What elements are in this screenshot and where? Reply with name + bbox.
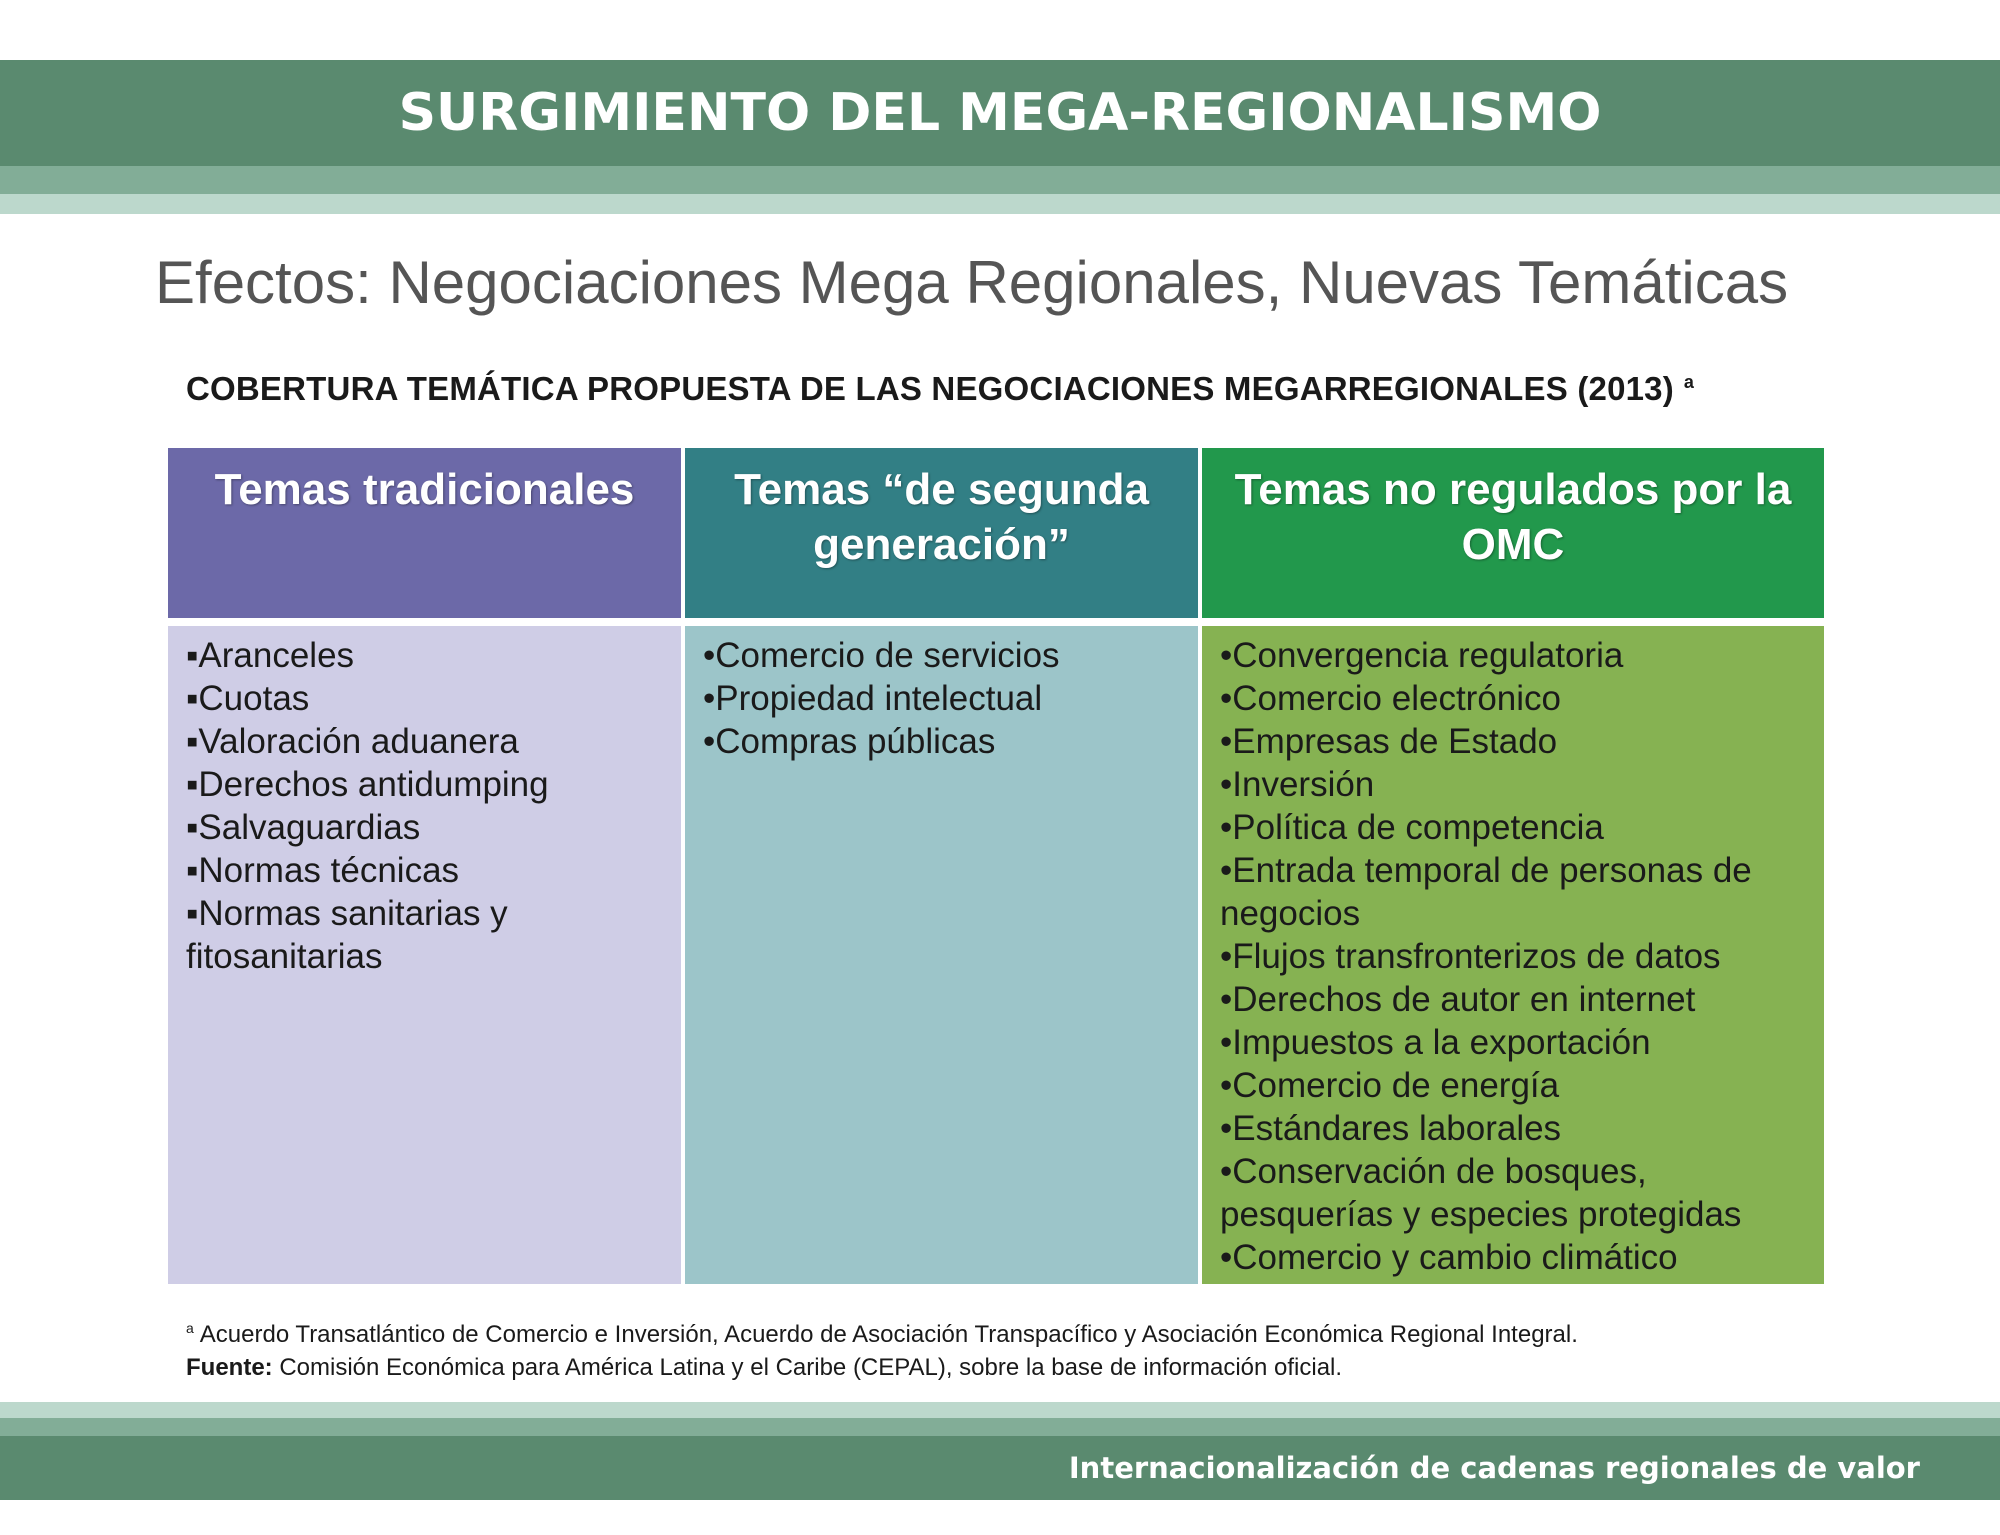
list-item: ▪Salvaguardias [186, 808, 421, 847]
column-body-not-regulated [1202, 626, 1824, 1284]
footer-stripe-light [0, 1402, 2000, 1418]
list-item: ▪Aranceles [186, 636, 355, 675]
slide-subtitle: Efectos: Negociaciones Mega Regionales, Nuevas Temáticas [155, 249, 1789, 316]
list-item: •Derechos de autor en internet [1220, 980, 1696, 1019]
list-item: ▪Normas sanitarias y fitosanitarias [186, 894, 508, 976]
list-item: •Compras públicas [703, 722, 996, 761]
footnote-marker: a [186, 1320, 194, 1336]
list-item: ▪Valoración aduanera [186, 722, 519, 761]
list-item: •Inversión [1220, 765, 1375, 804]
footnote-a [186, 1312, 1906, 1351]
table-title-text: COBERTURA TEMÁTICA PROPUESTA DE LAS NEGOCIACIONES MEGARREGIONALES (2013) [186, 370, 1674, 407]
list-item: •Comercio electrónico [1220, 679, 1561, 718]
list-item: ▪Normas técnicas [186, 851, 460, 890]
source-label: Fuente: [186, 1354, 273, 1381]
footer-stripe [0, 1418, 2000, 1436]
list-item: •Comercio y cambio climático [1220, 1238, 1678, 1277]
header-stripe-light [0, 194, 2000, 214]
column-body-traditional [168, 626, 681, 1284]
table-title [186, 370, 1906, 408]
list-item: •Comercio de energía [1220, 1066, 1560, 1105]
footnote-text: Acuerdo Transatlántico de Comercio e Inversión, Acuerdo de Asociación Transpacífico y Asociación Económica Regional Integral. [199, 1321, 1578, 1348]
list-item: •Convergencia regulatoria [1220, 636, 1624, 675]
source-line [186, 1351, 1906, 1384]
column-header-traditional: Temas tradicionales [168, 448, 681, 618]
list-item: •Conservación de bosques, pesquerías y especies protegidas [1220, 1152, 1742, 1234]
list-item: •Propiedad intelectual [703, 679, 1043, 718]
list-item: •Estándares laborales [1220, 1109, 1562, 1148]
list-item: •Comercio de servicios [703, 636, 1060, 675]
table-title-marker: a [1683, 372, 1695, 392]
footnotes [186, 1312, 1906, 1384]
list-item: •Entrada temporal de personas de negocios [1220, 851, 1752, 933]
list-item: •Flujos transfronterizos de datos [1220, 937, 1721, 976]
column-header-second-generation: Temas “de segunda generación” [685, 448, 1198, 618]
topics-table [168, 448, 1820, 1288]
list-item: ▪Derechos antidumping [186, 765, 549, 804]
header-band [0, 60, 2000, 166]
column-body-second-generation [685, 626, 1198, 1284]
footer-text: Internacionalización de cadenas regionales de valor [1068, 1451, 1920, 1485]
list-item: •Impuestos a la exportación [1220, 1023, 1651, 1062]
column-header-not-regulated: Temas no regulados por la OMC [1202, 448, 1824, 618]
list-item: •Empresas de Estado [1220, 722, 1558, 761]
list-item: •Política de competencia [1220, 808, 1604, 847]
header-stripe [0, 166, 2000, 194]
page-title: SURGIMIENTO DEL MEGA-REGIONALISMO [398, 83, 1602, 143]
footer-band [0, 1436, 2000, 1500]
source-text: Comisión Económica para América Latina y el Caribe (CEPAL), sobre la base de información oficial. [279, 1354, 1343, 1381]
list-item: ▪Cuotas [186, 679, 310, 718]
